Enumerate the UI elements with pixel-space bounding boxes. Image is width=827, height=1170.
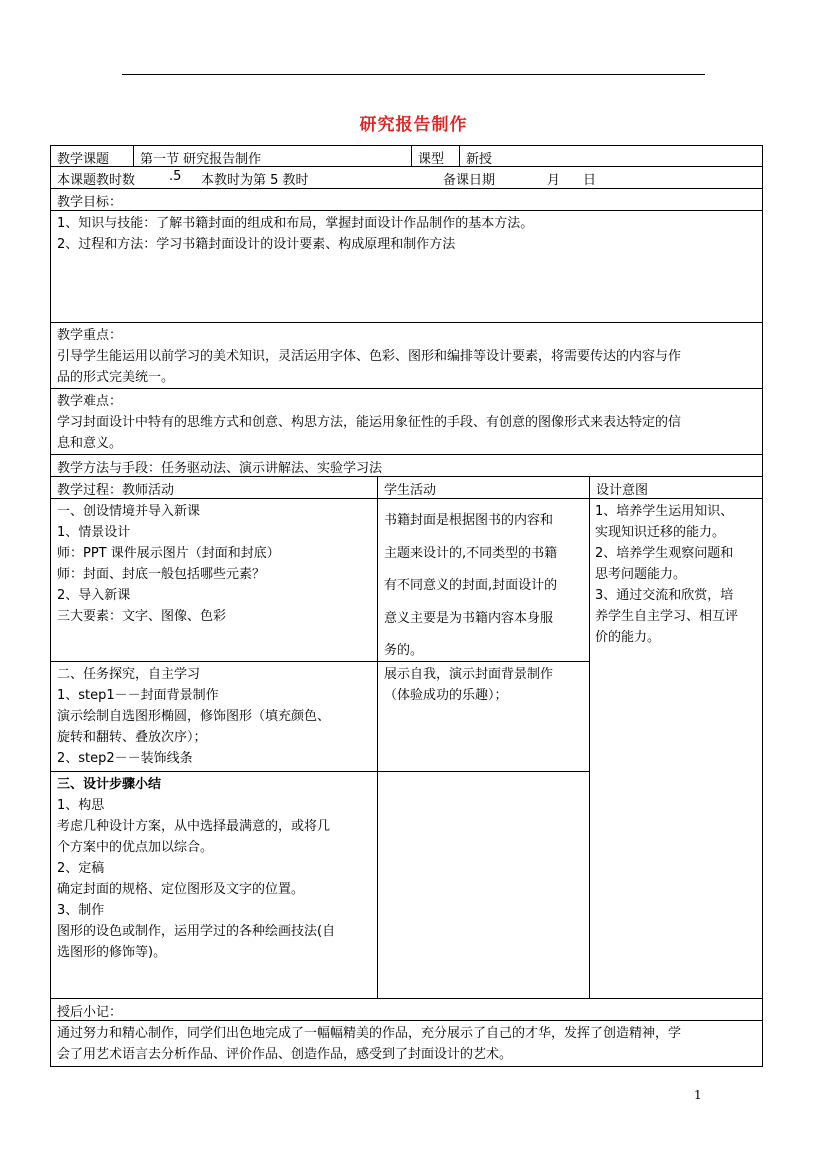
section3-line: 2、定稿 [57, 861, 105, 876]
type-label: 课型 [411, 146, 459, 166]
section3-line: 1、构思 [57, 798, 105, 813]
section3-line: 3、制作 [57, 903, 105, 918]
student2-line: 展示自我，演示封面背景制作 [384, 667, 554, 682]
teacher-section-1 [57, 501, 280, 627]
section1-line: 师：封面、封底一般包括哪些元素？ [57, 567, 266, 582]
section2-line: 2、step2－－装饰线条 [57, 751, 193, 766]
difficulties-label: 教学难点： [57, 394, 123, 409]
postscript-line: 通过努力和精心制作，同学们出色地完成了一幅幅精美的作品，充分展示了自己的才华，发挥了创造精神，学 [57, 1026, 682, 1041]
section1-line: 2、导入新课 [57, 588, 131, 603]
goals-label: 教学目标： [57, 195, 123, 210]
methods-row [50, 455, 763, 477]
design-line: 思考问题能力。 [595, 567, 687, 582]
section2-line: 旋转和翻转、叠放次序）； [57, 730, 207, 745]
day-label: 日 [583, 173, 597, 188]
section2-line: 1、step1－－封面背景制作 [57, 688, 219, 703]
design-line: 3、通过交流和欣赏，培 [595, 588, 734, 603]
section3-line: 图形的设色或制作，运用学过的各种绘画技法(自 [57, 924, 336, 939]
goal-item: 2、过程和方法：学习书籍封面设计的设计要素、构成原理和制作方法 [57, 237, 456, 252]
student-section-2 [384, 664, 553, 706]
design-line: 2、培养学生观察问题和 [595, 546, 734, 561]
design-intent-header: 设计意图 [589, 477, 762, 498]
teacher-section-3 [57, 774, 335, 963]
section3-title: 三、设计步骤小结 [57, 777, 162, 792]
month-label: 月 [547, 173, 561, 188]
design-line: 1、培养学生运用知识、 [595, 504, 734, 519]
page-number: 1 [694, 1088, 702, 1102]
teacher-section-2 [57, 664, 330, 769]
goals-content [50, 211, 763, 323]
process-body [50, 499, 763, 999]
postscript-line: 会了用艺术语言去分析作品、评价作品、创造作品，感受到了封面设计的艺术。 [57, 1047, 513, 1062]
section1-line: 师：PPT 课件展示图片（封面和封底） [57, 546, 280, 561]
column-divider [589, 499, 590, 998]
design-line: 价的能力。 [595, 630, 661, 645]
topic-value: 第一节 研究报告制作 [133, 146, 461, 166]
student2-line: （体验成功的乐趣）； [384, 688, 508, 703]
key-points-label: 教学重点： [57, 328, 123, 343]
topic-label: 教学课题 [57, 152, 110, 167]
difficulties-line: 息和意义。 [57, 436, 123, 451]
topic-row [50, 145, 763, 167]
process-header-row [50, 477, 763, 499]
student1-line: 书籍封面是根据图书的内容和 [384, 513, 554, 528]
student-activity-header: 学生活动 [377, 477, 589, 498]
hours-label: 本课题教时数 [57, 173, 136, 188]
goals-label-row [50, 189, 763, 211]
hours-row [50, 167, 763, 189]
page-title: 研究报告制作 [359, 115, 468, 135]
section-divider [51, 771, 589, 772]
student1-line: 意义主要是为书籍内容本身服 [384, 610, 554, 626]
section1-line: 1、情景设计 [57, 525, 131, 540]
difficulties-section [50, 389, 763, 455]
section1-line: 一、创设情境并导入新课 [57, 504, 201, 519]
design-line: 实现知识迁移的能力。 [595, 525, 726, 540]
key-points-line: 品的形式完美统一。 [57, 370, 175, 385]
section3-line: 考虑几种设计方案，从中选择最满意的，或将几 [57, 819, 331, 834]
postscript-label: 授后小记： [57, 1005, 123, 1020]
design-intent [595, 501, 738, 648]
section2-line: 二、任务探究，自主学习 [57, 667, 201, 682]
lesson-plan-table [50, 145, 763, 1067]
section3-line: 确定封面的规格、定位图形及文字的位置。 [57, 882, 305, 897]
key-points-section [50, 323, 763, 389]
section2-line: 演示绘制自选图形椭圆，修饰图形（填充颜色、 [57, 709, 331, 724]
postscript-label-row [50, 999, 763, 1021]
column-divider [377, 499, 378, 998]
section1-line: 三大要素：文字、图像、色彩 [57, 609, 227, 624]
prep-date-label: 备课日期 [443, 173, 496, 188]
difficulties-line: 学习封面设计中特有的思维方式和创意、构思方法，能运用象征性的手段、有创意的图像形式来表达特定的信 [57, 415, 682, 430]
section3-line: 个方案中的优点加以综合。 [57, 840, 214, 855]
postscript-content [50, 1021, 763, 1067]
student1-line: 有不同意义的封面,封面设计的 [384, 578, 558, 593]
student-section-1 [384, 505, 557, 668]
type-value: 新授 [459, 146, 762, 166]
student1-line: 主题来设计的,不同类型的书籍 [384, 545, 558, 561]
methods-text: 教学方法与手段：任务驱动法、演示讲解法、实验学习法 [57, 461, 383, 476]
key-points-line: 引导学生能运用以前学习的美术知识，灵活运用字体、色彩、图形和编排等设计要素，将需要传达的内容与作 [57, 349, 682, 364]
student1-line: 务的。 [384, 643, 424, 658]
section3-line: 选图形的修饰等)。 [57, 945, 167, 960]
header-rule [122, 74, 705, 75]
design-line: 养学生自主学习、相互评 [595, 609, 739, 624]
teacher-activity-header: 教学过程：教师活动 [57, 483, 175, 498]
current-hour-label: 本教时为第 5 教时 [201, 173, 309, 188]
hours-value: .5 [169, 169, 182, 184]
goal-item: 1、知识与技能：了解书籍封面的组成和布局，掌握封面设计作品制作的基本方法。 [57, 216, 534, 231]
